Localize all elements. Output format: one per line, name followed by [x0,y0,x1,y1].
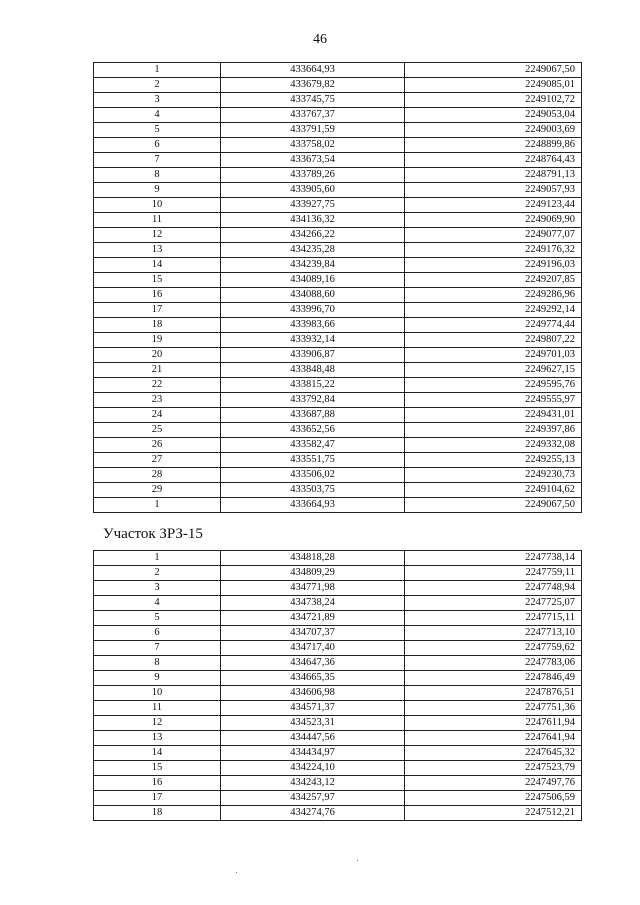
x-coordinate-cell: 433652,56 [221,423,405,438]
y-coordinate-cell: 2247512,21 [405,806,582,821]
y-coordinate-cell: 2249196,03 [405,258,582,273]
point-number-cell: 29 [94,483,221,498]
x-coordinate-cell: 433503,75 [221,483,405,498]
x-coordinate-cell: 434239,84 [221,258,405,273]
table-row [94,806,582,821]
table-row [94,731,582,746]
table-row [94,498,582,513]
point-number-cell: 19 [94,333,221,348]
point-number-cell: 9 [94,671,221,686]
x-coordinate-cell: 433758,02 [221,138,405,153]
x-coordinate-cell: 433506,02 [221,468,405,483]
x-coordinate-cell: 434257,97 [221,791,405,806]
y-coordinate-cell: 2249067,50 [405,498,582,513]
point-number-cell: 15 [94,761,221,776]
table-row [94,183,582,198]
table-row [94,438,582,453]
x-coordinate-cell: 433932,14 [221,333,405,348]
point-number-cell: 14 [94,258,221,273]
x-coordinate-cell: 434738,24 [221,596,405,611]
x-coordinate-cell: 434089,16 [221,273,405,288]
table-row [94,468,582,483]
table-row [94,123,582,138]
x-coordinate-cell: 433673,54 [221,153,405,168]
y-coordinate-cell: 2249085,01 [405,78,582,93]
x-coordinate-cell: 433687,88 [221,408,405,423]
table-row [94,656,582,671]
table-row [94,716,582,731]
point-number-cell: 7 [94,153,221,168]
table-row [94,423,582,438]
table-row [94,243,582,258]
x-coordinate-cell: 433848,48 [221,363,405,378]
y-coordinate-cell: 2247876,51 [405,686,582,701]
y-coordinate-cell: 2247506,59 [405,791,582,806]
x-coordinate-cell: 433767,37 [221,108,405,123]
point-number-cell: 21 [94,363,221,378]
y-coordinate-cell: 2249207,85 [405,273,582,288]
point-number-cell: 14 [94,746,221,761]
x-coordinate-cell: 433789,26 [221,168,405,183]
x-coordinate-cell: 434523,31 [221,716,405,731]
point-number-cell: 17 [94,791,221,806]
point-number-cell: 9 [94,183,221,198]
table-row [94,761,582,776]
table-row [94,746,582,761]
y-coordinate-cell: 2247846,49 [405,671,582,686]
y-coordinate-cell: 2247751,36 [405,701,582,716]
point-number-cell: 18 [94,318,221,333]
y-coordinate-cell: 2249627,15 [405,363,582,378]
table-row [94,63,582,78]
y-coordinate-cell: 2248791,13 [405,168,582,183]
table-row [94,596,582,611]
table-row [94,408,582,423]
x-coordinate-cell: 434447,56 [221,731,405,746]
x-coordinate-cell: 434243,12 [221,776,405,791]
y-coordinate-cell: 2248764,43 [405,153,582,168]
x-coordinate-cell: 434434,97 [221,746,405,761]
x-coordinate-cell: 434818,28 [221,551,405,566]
x-coordinate-cell: 434721,89 [221,611,405,626]
point-number-cell: 26 [94,438,221,453]
y-coordinate-cell: 2249807,22 [405,333,582,348]
coordinates-table-2 [93,550,582,821]
point-number-cell: 11 [94,213,221,228]
y-coordinate-cell: 2249123,44 [405,198,582,213]
x-coordinate-cell: 434665,35 [221,671,405,686]
table-row [94,93,582,108]
table-row [94,581,582,596]
y-coordinate-cell: 2247715,11 [405,611,582,626]
x-coordinate-cell: 433983,66 [221,318,405,333]
x-coordinate-cell: 433582,47 [221,438,405,453]
table-row [94,626,582,641]
y-coordinate-cell: 2247611,94 [405,716,582,731]
table-row [94,228,582,243]
y-coordinate-cell: 2249595,76 [405,378,582,393]
x-coordinate-cell: 433745,75 [221,93,405,108]
table-row [94,378,582,393]
x-coordinate-cell: 434266,22 [221,228,405,243]
x-coordinate-cell: 434809,29 [221,566,405,581]
point-number-cell: 23 [94,393,221,408]
table-row [94,791,582,806]
point-number-cell: 4 [94,596,221,611]
point-number-cell: 17 [94,303,221,318]
x-coordinate-cell: 434717,40 [221,641,405,656]
point-number-cell: 2 [94,566,221,581]
y-coordinate-cell: 2249069,90 [405,213,582,228]
point-number-cell: 6 [94,626,221,641]
table-row [94,453,582,468]
point-number-cell: 1 [94,63,221,78]
point-number-cell: 1 [94,498,221,513]
point-number-cell: 18 [94,806,221,821]
table-row [94,393,582,408]
table-row [94,153,582,168]
table-row [94,168,582,183]
point-number-cell: 10 [94,686,221,701]
y-coordinate-cell: 2247783,06 [405,656,582,671]
x-coordinate-cell: 433679,82 [221,78,405,93]
point-number-cell: 13 [94,731,221,746]
table-row [94,641,582,656]
y-coordinate-cell: 2247748,94 [405,581,582,596]
x-coordinate-cell: 433905,60 [221,183,405,198]
table-row [94,138,582,153]
x-coordinate-cell: 434606,98 [221,686,405,701]
point-number-cell: 16 [94,288,221,303]
table-row [94,78,582,93]
table-row [94,258,582,273]
y-coordinate-cell: 2247523,79 [405,761,582,776]
table-row [94,701,582,716]
table-row [94,303,582,318]
table-row [94,483,582,498]
point-number-cell: 3 [94,581,221,596]
y-coordinate-cell: 2247497,76 [405,776,582,791]
y-coordinate-cell: 2249431,01 [405,408,582,423]
x-coordinate-cell: 433906,87 [221,348,405,363]
point-number-cell: 8 [94,168,221,183]
point-number-cell: 2 [94,78,221,93]
point-number-cell: 13 [94,243,221,258]
table-row [94,363,582,378]
x-coordinate-cell: 433815,22 [221,378,405,393]
x-coordinate-cell: 434771,98 [221,581,405,596]
point-number-cell: 15 [94,273,221,288]
y-coordinate-cell: 2249774,44 [405,318,582,333]
table-row [94,273,582,288]
x-coordinate-cell: 433792,84 [221,393,405,408]
y-coordinate-cell: 2247645,32 [405,746,582,761]
x-coordinate-cell: 434707,37 [221,626,405,641]
x-coordinate-cell: 434274,76 [221,806,405,821]
y-coordinate-cell: 2249104,62 [405,483,582,498]
y-coordinate-cell: 2249067,50 [405,63,582,78]
x-coordinate-cell: 433791,59 [221,123,405,138]
point-number-cell: 10 [94,198,221,213]
point-number-cell: 6 [94,138,221,153]
page-number: 46 [313,32,327,47]
table-row [94,288,582,303]
table-row [94,213,582,228]
point-number-cell: 11 [94,701,221,716]
point-number-cell: 1 [94,551,221,566]
table-row [94,566,582,581]
scan-speck [236,872,237,873]
point-number-cell: 25 [94,423,221,438]
point-number-cell: 28 [94,468,221,483]
y-coordinate-cell: 2249397,86 [405,423,582,438]
table-row [94,198,582,213]
table-row [94,333,582,348]
table-row [94,686,582,701]
coordinates-table-1 [93,62,582,513]
point-number-cell: 12 [94,716,221,731]
x-coordinate-cell: 434571,37 [221,701,405,716]
table-row [94,551,582,566]
section-title: Участок ЗРЗ-15 [103,526,203,542]
y-coordinate-cell: 2249255,13 [405,453,582,468]
x-coordinate-cell: 434088,60 [221,288,405,303]
point-number-cell: 5 [94,123,221,138]
x-coordinate-cell: 434136,32 [221,213,405,228]
y-coordinate-cell: 2249102,72 [405,93,582,108]
y-coordinate-cell: 2249286,96 [405,288,582,303]
y-coordinate-cell: 2249230,73 [405,468,582,483]
y-coordinate-cell: 2247759,62 [405,641,582,656]
y-coordinate-cell: 2247641,94 [405,731,582,746]
point-number-cell: 16 [94,776,221,791]
y-coordinate-cell: 2247713,10 [405,626,582,641]
point-number-cell: 5 [94,611,221,626]
point-number-cell: 8 [94,656,221,671]
table-row [94,348,582,363]
y-coordinate-cell: 2249555,97 [405,393,582,408]
x-coordinate-cell: 433927,75 [221,198,405,213]
table-row [94,108,582,123]
y-coordinate-cell: 2249053,04 [405,108,582,123]
y-coordinate-cell: 2249003,69 [405,123,582,138]
y-coordinate-cell: 2249057,93 [405,183,582,198]
y-coordinate-cell: 2249077,07 [405,228,582,243]
scan-speck [357,860,358,861]
x-coordinate-cell: 433664,93 [221,498,405,513]
table-row [94,776,582,791]
x-coordinate-cell: 433664,93 [221,63,405,78]
x-coordinate-cell: 434647,36 [221,656,405,671]
y-coordinate-cell: 2249292,14 [405,303,582,318]
point-number-cell: 22 [94,378,221,393]
point-number-cell: 12 [94,228,221,243]
x-coordinate-cell: 433996,70 [221,303,405,318]
table-row [94,318,582,333]
y-coordinate-cell: 2247759,11 [405,566,582,581]
table-row [94,611,582,626]
y-coordinate-cell: 2249176,32 [405,243,582,258]
point-number-cell: 20 [94,348,221,363]
y-coordinate-cell: 2247725,07 [405,596,582,611]
point-number-cell: 7 [94,641,221,656]
x-coordinate-cell: 434235,28 [221,243,405,258]
point-number-cell: 27 [94,453,221,468]
x-coordinate-cell: 434224,10 [221,761,405,776]
table-row [94,671,582,686]
y-coordinate-cell: 2248899,86 [405,138,582,153]
point-number-cell: 3 [94,93,221,108]
y-coordinate-cell: 2249701,03 [405,348,582,363]
x-coordinate-cell: 433551,75 [221,453,405,468]
point-number-cell: 4 [94,108,221,123]
y-coordinate-cell: 2247738,14 [405,551,582,566]
point-number-cell: 24 [94,408,221,423]
y-coordinate-cell: 2249332,08 [405,438,582,453]
